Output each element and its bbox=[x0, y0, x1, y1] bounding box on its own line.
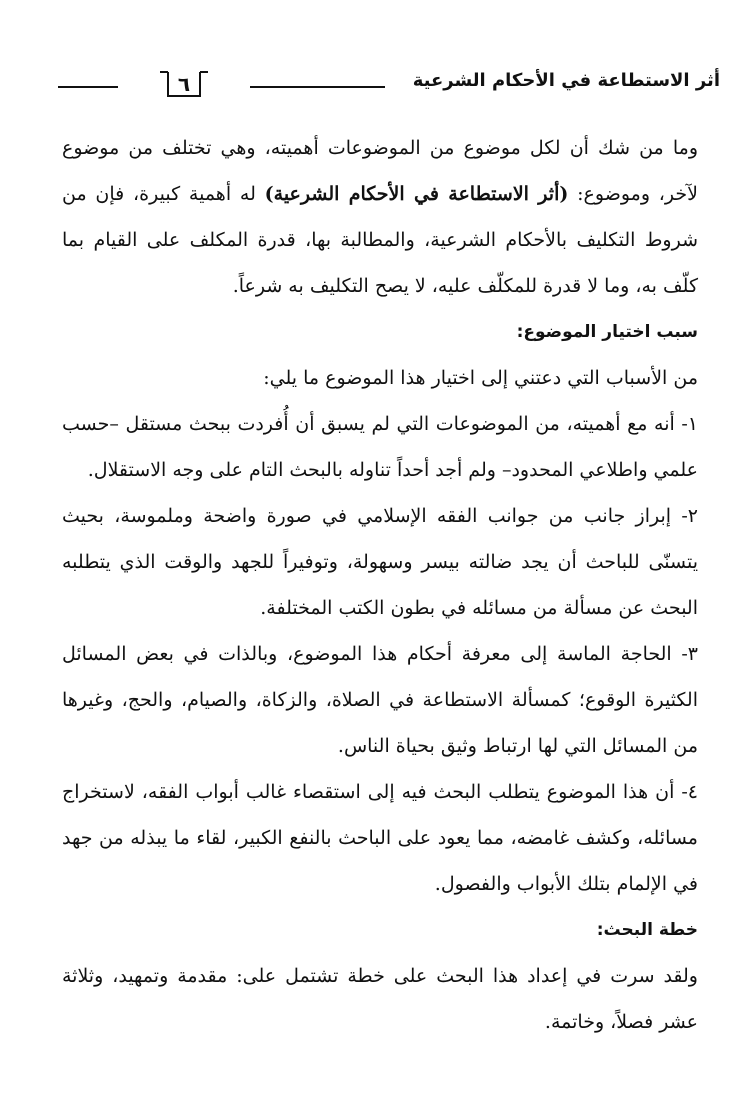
main-content bbox=[62, 125, 698, 1045]
reason-item: ٤- أن هذا الموضوع يتطلب البحث فيه إلى استقصاء غالب أبواب الفقه، لاستخراج مسائله، وكشف غامضه، مما يعود على الباحث بالنفع الكبير، لقاء ما يبذله من جهد في الإلمام بتلك الأبواب والفصول. bbox=[62, 781, 698, 895]
reason-item: ٢- إبراز جانب من جوانب الفقه الإسلامي في صورة واضحة وملموسة، بحيث يتسنّى للباحث أن يجد ضالته بيسر وسهولة، وتوفيراً للجهد والوقت الذي يتطلبه البحث عن مسألة من مسائله في بطون الكتب المختلفة. bbox=[62, 505, 698, 619]
intro-paragraph bbox=[62, 125, 698, 309]
reasons-lead: من الأسباب التي دعتني إلى اختيار هذا الموضوع ما يلي: bbox=[263, 367, 698, 389]
page-header bbox=[50, 66, 720, 106]
header-rule-right bbox=[250, 86, 385, 88]
intro-text-part1: وما من شك أن لكل موضوع من الموضوعات أهميته، وهي تختلف من موضوع لآخر، وموضوع: bbox=[62, 137, 698, 205]
header-rule-left bbox=[58, 86, 118, 88]
reason-item: ٣- الحاجة الماسة إلى معرفة أحكام هذا الموضوع، وبالذات في بعض المسائل الكثيرة الوقوع؛ كمسألة الاستطاعة في الصلاة، والزكاة، والصيام، والحج، وغيرها من المسائل التي لها ارتباط وثيق بحياة الناس. bbox=[62, 643, 698, 757]
page-number-frame bbox=[130, 70, 238, 100]
intro-book-title: (أثر الاستطاعة في الأحكام الشرعية) bbox=[264, 183, 569, 205]
intro-text-part2: له أهمية كبيرة، فإن من شروط التكليف بالأحكام الشرعية، والمطالبة بها، قدرة المكلف على القيام بما كلّف به، وما لا قدرة للمكلّف عليه، لا يصح التكليف به شرعاً. bbox=[62, 183, 698, 297]
page-number: ٦ bbox=[177, 72, 191, 96]
section-heading-plan: خطة البحث: bbox=[596, 920, 698, 940]
section-heading-reasons: سبب اختيار الموضوع: bbox=[516, 322, 698, 342]
plan-paragraph: ولقد سرت في إعداد هذا البحث على خطة تشتمل على: مقدمة وتمهيد، وثلاثة عشر فصلاً، وخاتمة. bbox=[62, 965, 698, 1033]
reason-item: ١- أنه مع أهميته، من الموضوعات التي لم يسبق أن أُفردت ببحث مستقل –حسب علمي واطلاعي المحدود– ولم أجد أحداً تناوله بالبحث التام على وجه الاستقلال. bbox=[62, 413, 698, 481]
running-title: أثر الاستطاعة في الأحكام الشرعية bbox=[412, 70, 720, 91]
